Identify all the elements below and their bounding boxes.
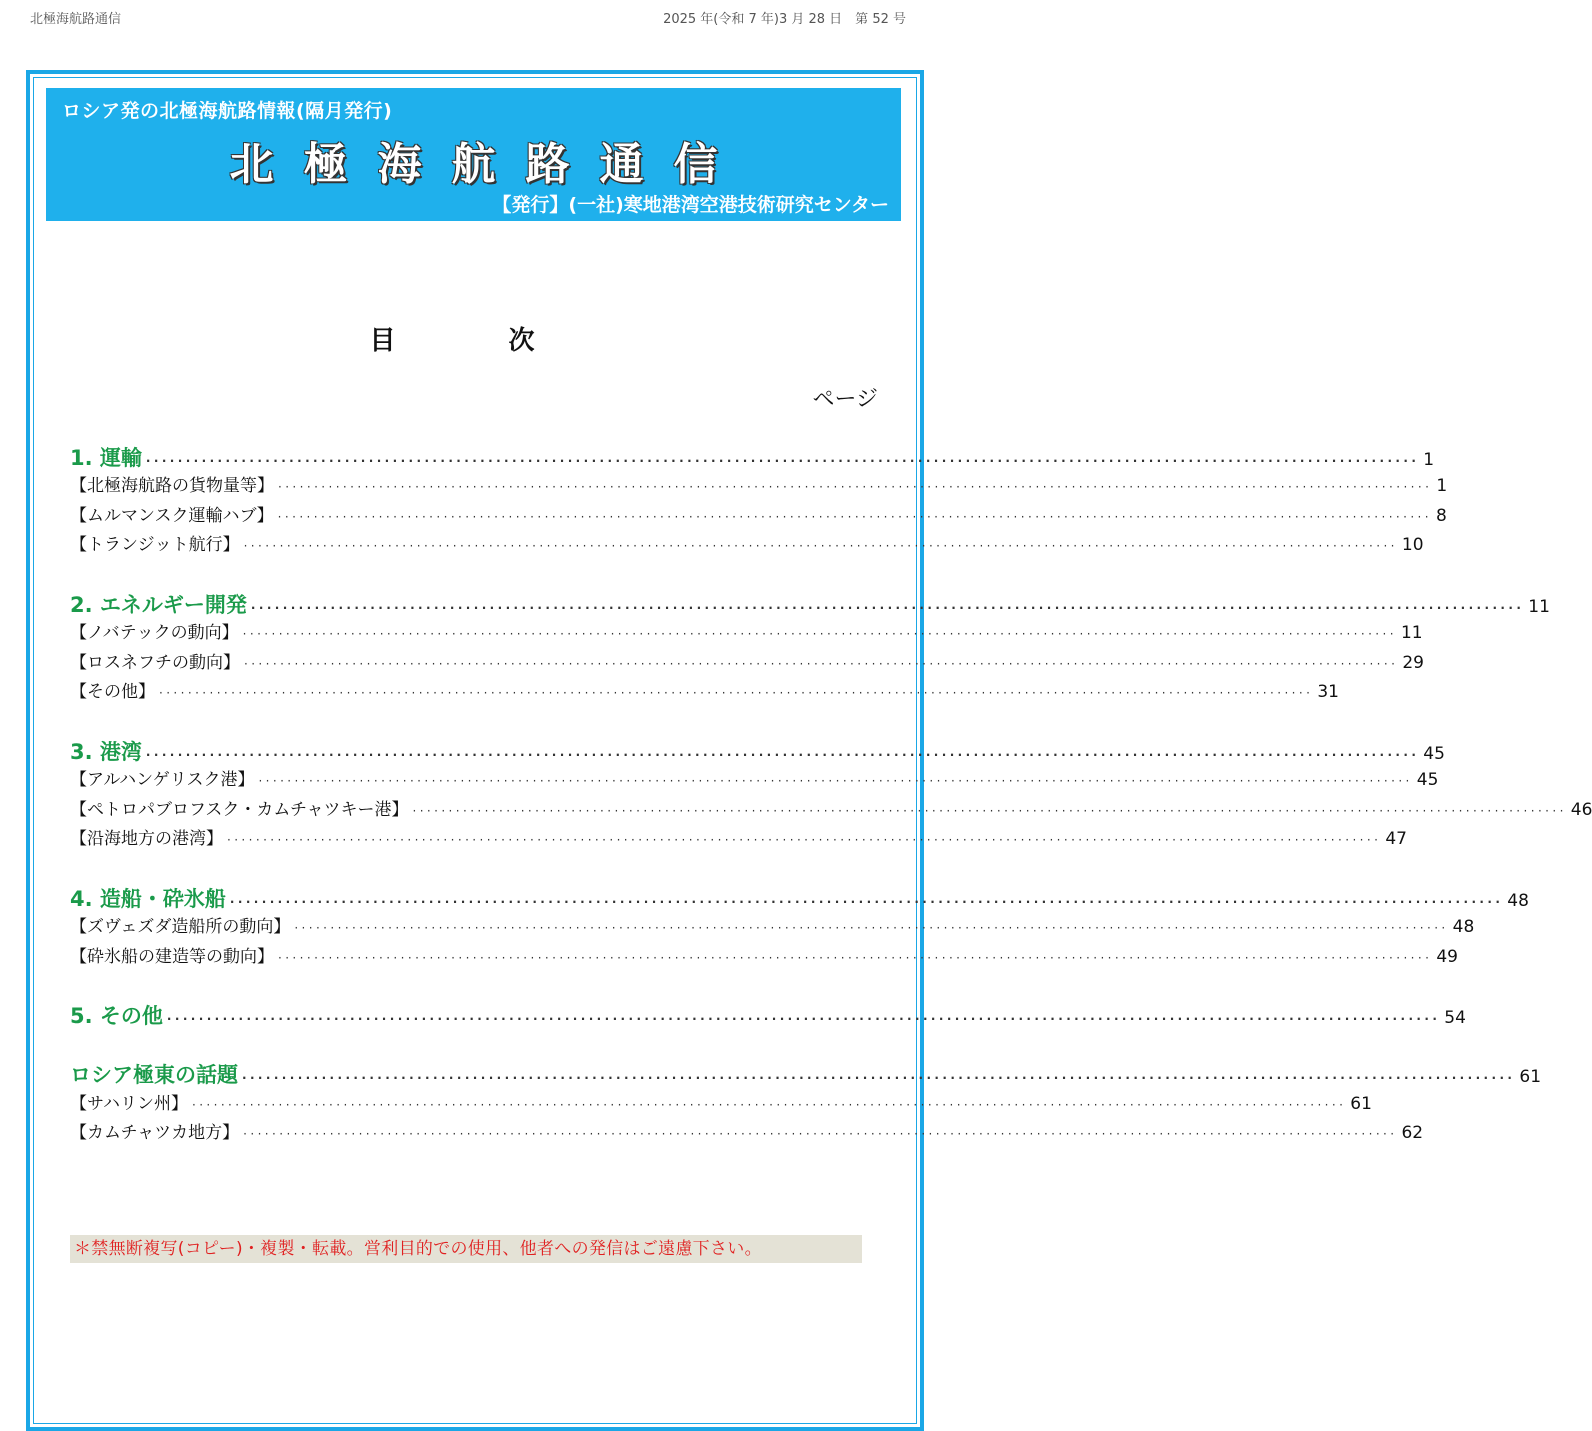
table-of-contents: [70, 442, 1592, 1147]
section-spacer: [70, 560, 860, 589]
toc-item: [70, 471, 1448, 500]
toc-item-page: 61: [1350, 1093, 1372, 1114]
header-publication-name: 北極海航路通信: [30, 12, 122, 27]
toc-section-page: 48: [1507, 890, 1529, 911]
toc-section: [70, 883, 1529, 912]
toc-section: [70, 589, 1550, 618]
toc-item: [70, 618, 1423, 647]
leader-dots: ································································································································································: [258, 774, 1413, 789]
toc-section: [70, 442, 1435, 471]
toc-item: [70, 795, 1592, 824]
toc-item: [70, 765, 1439, 794]
toc-section-page: 11: [1528, 596, 1550, 617]
leader-dots: ································································································································································: [244, 656, 1399, 671]
leader-dots: ································································································································································: [243, 539, 1398, 554]
toc-item: [70, 1089, 1372, 1118]
toc-item: [70, 677, 1339, 706]
toc-section-page: 54: [1444, 1008, 1466, 1029]
toc-item-title: 【砕氷船の建造等の動向】: [70, 946, 274, 967]
leader-dots: ································································································································································: [145, 454, 1420, 468]
toc-item-title: 【ロスネフチの動向】: [70, 652, 240, 673]
toc-item-title: 【ペトロパブロフスク・カムチャツキー港】: [70, 799, 409, 820]
copyright-notice: ＊禁無断複写(コピー)・複製・転載。営利目的での使用、他者への発信はご遠慮下さい。: [70, 1235, 862, 1263]
header-issue-date: 2025 年(令和 7 年)3 月 28 日 第 52 号: [663, 12, 906, 27]
toc-item: [70, 501, 1447, 530]
toc-item: [70, 1118, 1424, 1147]
toc-item: [70, 942, 1458, 971]
leader-dots: ································································································································································: [242, 1071, 1516, 1086]
toc-heading: 目 次: [369, 326, 587, 356]
leader-dots: ································································································································································: [243, 1126, 1398, 1141]
toc-section-page: 61: [1519, 1067, 1542, 1088]
toc-item-title: 【沿海地方の港湾】: [70, 829, 223, 850]
leader-dots: ································································································································································: [294, 921, 1449, 936]
leader-dots: ································································································································································: [159, 686, 1314, 701]
leader-dots: ································································································································································: [166, 1012, 1441, 1027]
toc-item-page: 8: [1435, 505, 1447, 526]
banner-publisher: 【発行】(一社)寒地港湾空港技術研究センター: [492, 194, 889, 216]
toc-item-page: 1: [1436, 476, 1448, 497]
toc-item-page: 10: [1401, 535, 1424, 556]
toc-section-title: 4. 造船・砕氷船: [70, 886, 226, 911]
leader-dots: ································································································································································: [277, 509, 1432, 524]
leader-dots: ································································································································································: [412, 803, 1567, 818]
leader-dots: ································································································································································: [191, 1097, 1347, 1112]
toc-item-page: 62: [1401, 1122, 1424, 1143]
toc-section-title: 3. 港湾: [70, 739, 142, 764]
banner-subtitle: ロシア発の北極海航路情報(隔月発行): [62, 100, 393, 122]
leader-dots: ································································································································································: [145, 747, 1420, 762]
title-banner: [46, 88, 901, 221]
toc-item: [70, 912, 1475, 941]
leader-dots: ································································································································································: [227, 833, 1382, 848]
toc-item: [70, 824, 1407, 853]
leader-dots: ································································································································································: [229, 894, 1504, 909]
toc-section: [70, 1000, 1466, 1029]
toc-item-title: 【サハリン州】: [70, 1093, 188, 1114]
page-header: [30, 8, 906, 28]
toc-item-title: 【北極海航路の貨物量等】: [70, 476, 274, 497]
section-spacer: [70, 853, 860, 882]
section-spacer: [70, 707, 860, 736]
toc-section-title: 1. 運輸: [70, 446, 142, 470]
toc-item-page: 47: [1385, 829, 1407, 850]
toc-item-page: 11: [1400, 623, 1423, 644]
leader-dots: ································································································································································: [242, 627, 1397, 642]
leader-dots: ································································································································································: [278, 480, 1433, 495]
toc-section-title: 5. その他: [70, 1004, 163, 1029]
section-spacer: [70, 1030, 860, 1059]
toc-item-page: 45: [1416, 770, 1439, 791]
banner-title: 北極海航路通信: [229, 139, 748, 190]
toc-item-title: 【トランジット航行】: [70, 535, 240, 556]
toc-item-page: 29: [1402, 652, 1424, 673]
leader-dots: ································································································································································: [250, 600, 1525, 615]
toc-item-title: 【カムチャツカ地方】: [70, 1122, 240, 1143]
toc-section: [70, 736, 1445, 765]
toc-item-page: 49: [1436, 946, 1458, 967]
toc-item-page: 31: [1317, 682, 1339, 703]
toc-item: [70, 648, 1424, 677]
toc-section-page: 45: [1423, 743, 1445, 764]
toc-item-title: 【ズヴェズダ造船所の動向】: [70, 917, 291, 938]
toc-section-title: 2. エネルギー開発: [70, 592, 247, 617]
toc-section-page: 1: [1423, 450, 1435, 470]
toc-section-title: ロシア極東の話題: [70, 1063, 238, 1088]
toc-section: [70, 1059, 1542, 1088]
page-column-label: ページ: [812, 387, 878, 412]
toc-item-page: 48: [1452, 917, 1475, 938]
toc-item-page: 46: [1570, 799, 1592, 820]
section-spacer: [70, 971, 860, 1000]
leader-dots: ································································································································································: [278, 950, 1433, 965]
toc-item-title: 【アルハンゲリスク港】: [70, 770, 255, 791]
toc-item-title: 【ノバテックの動向】: [70, 623, 239, 644]
toc-item-title: 【ムルマンスク運輸ハブ】: [70, 505, 274, 526]
toc-item: [70, 530, 1424, 559]
toc-item-title: 【その他】: [70, 682, 155, 703]
